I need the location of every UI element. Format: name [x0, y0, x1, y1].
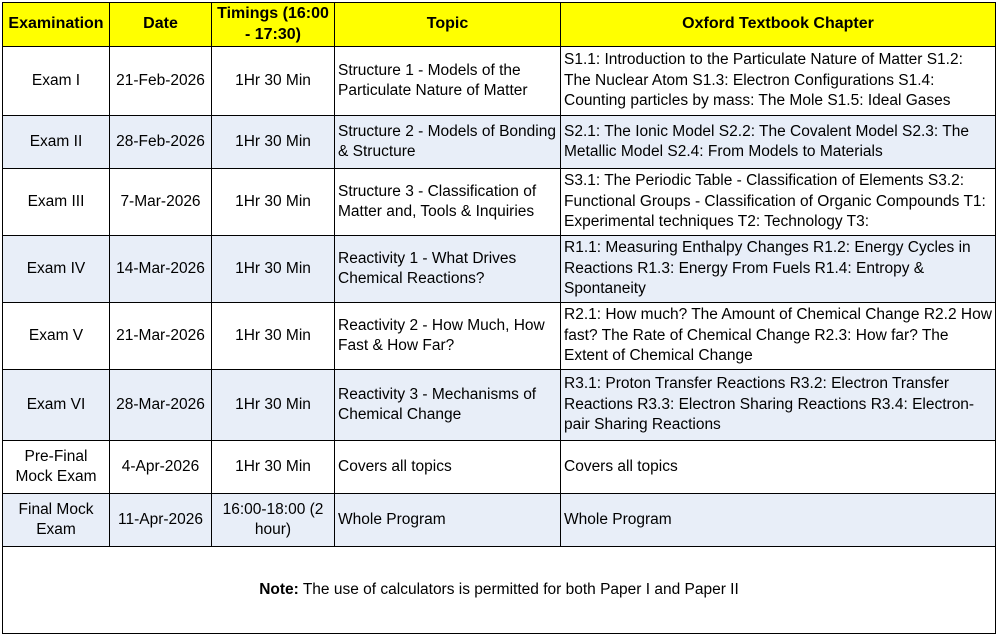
- duration-cell: 1Hr 30 Min: [212, 236, 335, 303]
- topic-cell: Structure 3 - Classification of Matter and, Tools & Inquiries: [335, 169, 561, 236]
- note-row: [3, 547, 996, 634]
- exam-cell: Exam III: [3, 169, 110, 236]
- exam-cell: Exam VI: [3, 370, 110, 441]
- header-topic: Topic: [335, 3, 561, 47]
- table-row: [3, 303, 996, 370]
- topic-cell: Reactivity 3 - Mechanisms of Chemical Change: [335, 370, 561, 441]
- table-row: [3, 494, 996, 547]
- date-cell: 11-Apr-2026: [110, 494, 212, 547]
- exam-schedule-table: [2, 2, 996, 634]
- exam-cell: Final Mock Exam: [3, 494, 110, 547]
- chapter-cell: R1.1: Measuring Enthalpy Changes R1.2: Energy Cycles in Reactions R1.3: Energy From Fuels R1.4: Entropy & Spontaneity: [561, 236, 996, 303]
- table-row: [3, 236, 996, 303]
- topic-cell: Reactivity 1 - What Drives Chemical Reactions?: [335, 236, 561, 303]
- chapter-cell: R2.1: How much? The Amount of Chemical Change R2.2 How fast? The Rate of Chemical Change R2.3: How far? The Extent of Chemical Change: [561, 303, 996, 370]
- duration-cell: 1Hr 30 Min: [212, 370, 335, 441]
- table-row: [3, 47, 996, 116]
- header-date: Date: [110, 3, 212, 47]
- date-cell: 4-Apr-2026: [110, 441, 212, 494]
- chapter-cell: Whole Program: [561, 494, 996, 547]
- date-cell: 21-Mar-2026: [110, 303, 212, 370]
- topic-cell: Covers all topics: [335, 441, 561, 494]
- chapter-cell: S1.1: Introduction to the Particulate Nature of Matter S1.2: The Nuclear Atom S1.3: Electron Configurations S1.4: Counting particles by mass: The Mole S1.5: Ideal Gases: [561, 47, 996, 116]
- table-row: [3, 116, 996, 169]
- date-cell: 21-Feb-2026: [110, 47, 212, 116]
- chapter-cell: Covers all topics: [561, 441, 996, 494]
- exam-cell: Exam II: [3, 116, 110, 169]
- header-row: [3, 3, 996, 47]
- chapter-cell: S3.1: The Periodic Table - Classification of Elements S3.2: Functional Groups - Classification of Organic Compounds T1: Experimental techniques T2: Technology T3:: [561, 169, 996, 236]
- duration-cell: 1Hr 30 Min: [212, 169, 335, 236]
- exam-cell: Exam IV: [3, 236, 110, 303]
- chapter-cell: S2.1: The Ionic Model S2.2: The Covalent Model S2.3: The Metallic Model S2.4: From Models to Materials: [561, 116, 996, 169]
- duration-cell: 16:00-18:00 (2 hour): [212, 494, 335, 547]
- date-cell: 7-Mar-2026: [110, 169, 212, 236]
- duration-cell: 1Hr 30 Min: [212, 116, 335, 169]
- topic-cell: Reactivity 2 - How Much, How Fast & How Far?: [335, 303, 561, 370]
- exam-schedule-sheet: [2, 2, 995, 634]
- note-text: The use of calculators is permitted for both Paper I and Paper II: [298, 580, 739, 598]
- header-timings: Timings (16:00 - 17:30): [212, 3, 335, 47]
- date-cell: 14-Mar-2026: [110, 236, 212, 303]
- exam-cell: Exam I: [3, 47, 110, 116]
- header-chapter: Oxford Textbook Chapter: [561, 3, 996, 47]
- note-label: Note:: [259, 580, 299, 598]
- table-row: [3, 169, 996, 236]
- topic-cell: Structure 2 - Models of Bonding & Structure: [335, 116, 561, 169]
- duration-cell: 1Hr 30 Min: [212, 441, 335, 494]
- table-row: [3, 370, 996, 441]
- duration-cell: 1Hr 30 Min: [212, 303, 335, 370]
- topic-cell: Whole Program: [335, 494, 561, 547]
- date-cell: 28-Feb-2026: [110, 116, 212, 169]
- topic-cell: Structure 1 - Models of the Particulate Nature of Matter: [335, 47, 561, 116]
- duration-cell: 1Hr 30 Min: [212, 47, 335, 116]
- date-cell: 28-Mar-2026: [110, 370, 212, 441]
- chapter-cell: R3.1: Proton Transfer Reactions R3.2: Electron Transfer Reactions R3.3: Electron Sharing Reactions R3.4: Electron-pair Sharing Reactions: [561, 370, 996, 441]
- header-examination: Examination: [3, 3, 110, 47]
- exam-cell: Exam V: [3, 303, 110, 370]
- exam-cell: Pre-Final Mock Exam: [3, 441, 110, 494]
- note-cell: [3, 547, 996, 634]
- table-row: [3, 441, 996, 494]
